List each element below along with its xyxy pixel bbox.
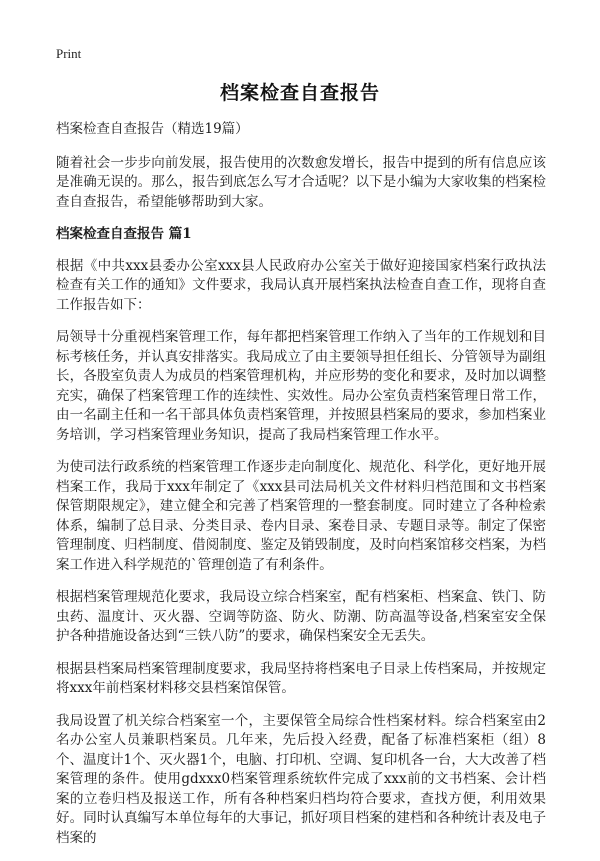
body-paragraph: 根据档案管理规范化要求，我局设立综合档案室，配有档案柜、档案盒、铁门、防虫药、温度计、灭火器、空调等防盗、防火、防潮、防高温等设备,档案室安全保护各种措施设备达到“三铁八防”的要求，确保档案安全无丢失。 (56, 589, 546, 644)
body-paragraph: 局领导十分重视档案管理工作，每年都把档案管理工作纳入了当年的工作规划和目标考核任务，并认真安排落实。我局成立了由主要领导担任组长、分管领导为副组长，各股室负责人为成员的档案管理机构，并应形势的变化和要求，及时加以调整充实，确保了档案管理工作的连续性、实效性。局办公室负责档案管理日常工作，由一名副主任和一名干部具体负责档案管理，并按照县档案局的要求，参加档案业务培训，学习档案管理业务知识，提高了我局档案管理工作水平。 (56, 329, 546, 443)
body-paragraph: 我局设置了机关综合档案室一个，主要保管全局综合性档案材料。综合档案室由2名办公室人员兼职档案员。几年来，先后投入经费，配备了标准档案柜（组）8个、温度计1个、灭火器1个，电脑、打印机、空调、复印机各一台，大大改善了档案管理的条件。使用gdxxx0档案管理系统软件完成了xxx前的文书档案、会计档案的立卷归档及报送工作，所有各种档案归档均符合要求，查找方便，利用效果好。同时认真编写本单位每年的大事记，抓好项目档案的建档和各种统计表及电子档案的 (56, 712, 546, 846)
intro-paragraph: 随着社会一步步向前发展，报告使用的次数愈发增长，报告中提到的所有信息应该是准确无误的。那么，报告到底怎么写才合适呢？以下是小编为大家收集的档案检查自查报告，希望能够帮助到大家。 (56, 154, 546, 210)
document-body (56, 120, 546, 861)
document-subtitle: 档案检查自查报告（精选19篇） (56, 121, 249, 137)
body-paragraph: 为使司法行政系统的档案管理工作逐步走向制度化、规范化、科学化，更好地开展档案工作，我局于xxx年制定了《xxx县司法局机关文件材料归档范围和文书档案保管期限规定》，建立健全和完善了档案管理的一整套制度。同时建立了各种检索体系，编制了总目录、分类目录、卷内目录、案卷目录、专题目录等。制定了保密管理制度、归档制度、借阅制度、鉴定及销毁制度，及时向档案馆移交档案，为档案工作进入科学规范的`管理创造了有利条件。 (56, 459, 546, 573)
section-heading: 档案检查自查报告 篇1 (56, 226, 192, 242)
print-label: Print (56, 46, 82, 61)
body-paragraph: 根据县档案局档案管理制度要求，我局坚持将档案电子目录上传档案局，并按规定将xxx年前档案材料移交县档案馆保管。 (56, 660, 546, 696)
document-title: 档案检查自查报告 (219, 82, 380, 104)
body-paragraph: 根据《中共xxx县委办公室xxx县人民政府办公室关于做好迎接国家档案行政执法检查有关工作的通知》文件要求，我局认真开展档案执法检查自查工作，现将自查工作报告如下： (56, 257, 546, 313)
